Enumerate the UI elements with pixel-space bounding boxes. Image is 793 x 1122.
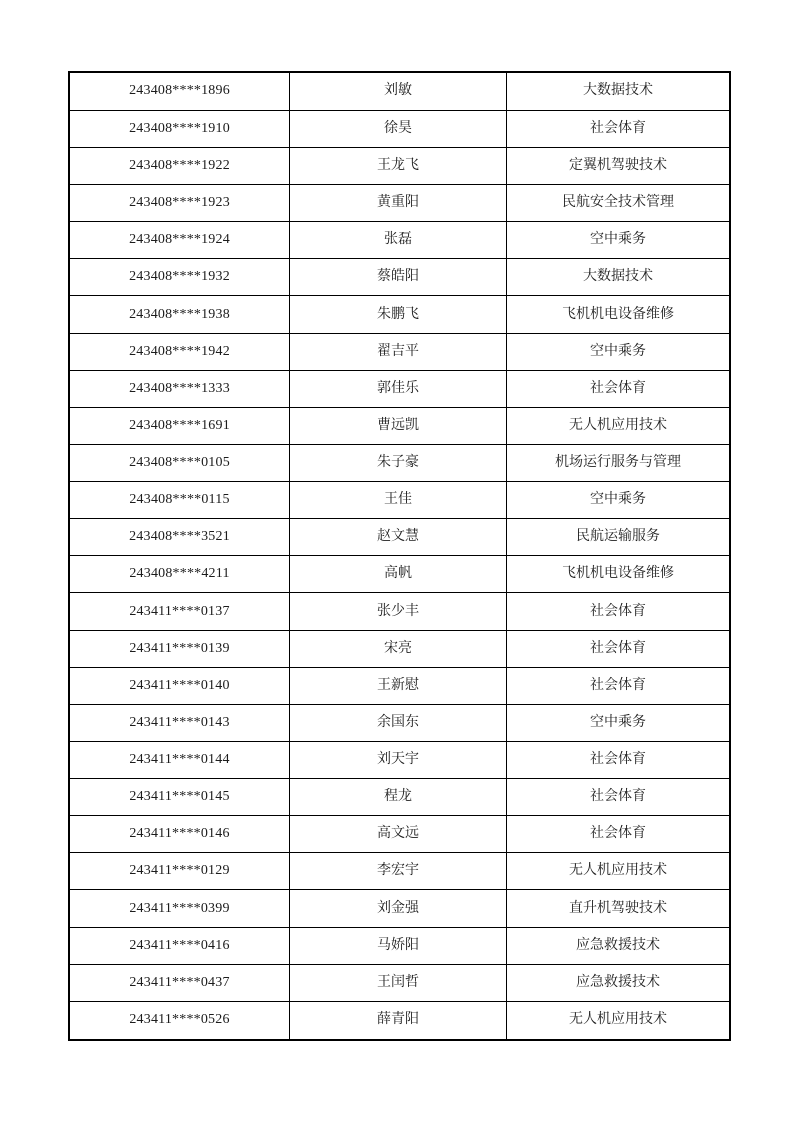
student-name-cell: 王新慰 <box>290 667 507 704</box>
table-row <box>69 407 730 444</box>
table-row <box>69 667 730 704</box>
student-id-cell: 243411****0144 <box>69 741 290 778</box>
student-name-cell: 程龙 <box>290 779 507 816</box>
student-name-cell: 刘天宇 <box>290 741 507 778</box>
major-cell: 民航安全技术管理 <box>507 185 731 222</box>
student-id-cell: 243411****0399 <box>69 890 290 927</box>
table-row <box>69 444 730 481</box>
student-id-cell: 243408****3521 <box>69 519 290 556</box>
table-row <box>69 890 730 927</box>
student-id-cell: 243408****1333 <box>69 370 290 407</box>
roster-table-body <box>69 72 730 1040</box>
major-cell: 飞机机电设备维修 <box>507 296 731 333</box>
major-cell: 大数据技术 <box>507 72 731 110</box>
table-row <box>69 927 730 964</box>
table-row <box>69 110 730 147</box>
student-name-cell: 朱鹏飞 <box>290 296 507 333</box>
major-cell: 社会体育 <box>507 667 731 704</box>
major-cell: 空中乘务 <box>507 482 731 519</box>
student-id-cell: 243411****0140 <box>69 667 290 704</box>
table-row <box>69 556 730 593</box>
student-id-cell: 243408****1922 <box>69 147 290 184</box>
student-id-cell: 243408****0105 <box>69 444 290 481</box>
major-cell: 社会体育 <box>507 741 731 778</box>
student-name-cell: 王闰哲 <box>290 964 507 1001</box>
student-name-cell: 赵文慧 <box>290 519 507 556</box>
major-cell: 空中乘务 <box>507 222 731 259</box>
student-id-cell: 243411****0437 <box>69 964 290 1001</box>
table-row <box>69 482 730 519</box>
student-id-cell: 243408****1910 <box>69 110 290 147</box>
major-cell: 机场运行服务与管理 <box>507 444 731 481</box>
student-id-cell: 243408****0115 <box>69 482 290 519</box>
student-name-cell: 高文远 <box>290 816 507 853</box>
table-row <box>69 370 730 407</box>
student-id-cell: 243411****0137 <box>69 593 290 630</box>
student-name-cell: 翟吉平 <box>290 333 507 370</box>
student-id-cell: 243411****0146 <box>69 816 290 853</box>
major-cell: 空中乘务 <box>507 704 731 741</box>
student-name-cell: 曹远凯 <box>290 407 507 444</box>
table-row <box>69 222 730 259</box>
table-row <box>69 630 730 667</box>
table-row <box>69 593 730 630</box>
student-name-cell: 高帆 <box>290 556 507 593</box>
student-name-cell: 张磊 <box>290 222 507 259</box>
major-cell: 民航运输服务 <box>507 519 731 556</box>
student-name-cell: 黄重阳 <box>290 185 507 222</box>
table-row <box>69 72 730 110</box>
table-row <box>69 1001 730 1040</box>
student-id-cell: 243408****1942 <box>69 333 290 370</box>
major-cell: 定翼机驾驶技术 <box>507 147 731 184</box>
student-name-cell: 宋亮 <box>290 630 507 667</box>
student-id-cell: 243408****1691 <box>69 407 290 444</box>
major-cell: 社会体育 <box>507 630 731 667</box>
student-id-cell: 243411****0526 <box>69 1001 290 1040</box>
table-row <box>69 259 730 296</box>
student-id-cell: 243411****0139 <box>69 630 290 667</box>
student-id-cell: 243408****1924 <box>69 222 290 259</box>
major-cell: 直升机驾驶技术 <box>507 890 731 927</box>
major-cell: 社会体育 <box>507 370 731 407</box>
table-row <box>69 147 730 184</box>
student-id-cell: 243411****0416 <box>69 927 290 964</box>
major-cell: 空中乘务 <box>507 333 731 370</box>
student-id-cell: 243408****1896 <box>69 72 290 110</box>
student-id-cell: 243408****1932 <box>69 259 290 296</box>
major-cell: 无人机应用技术 <box>507 1001 731 1040</box>
student-name-cell: 马娇阳 <box>290 927 507 964</box>
major-cell: 社会体育 <box>507 593 731 630</box>
table-row <box>69 704 730 741</box>
student-name-cell: 徐昊 <box>290 110 507 147</box>
student-id-cell: 243408****1938 <box>69 296 290 333</box>
major-cell: 社会体育 <box>507 110 731 147</box>
major-cell: 应急救援技术 <box>507 927 731 964</box>
student-id-cell: 243411****0145 <box>69 779 290 816</box>
student-id-cell: 243411****0143 <box>69 704 290 741</box>
student-name-cell: 张少丰 <box>290 593 507 630</box>
student-name-cell: 王佳 <box>290 482 507 519</box>
major-cell: 社会体育 <box>507 779 731 816</box>
student-name-cell: 郭佳乐 <box>290 370 507 407</box>
table-row <box>69 519 730 556</box>
major-cell: 应急救援技术 <box>507 964 731 1001</box>
major-cell: 飞机机电设备维修 <box>507 556 731 593</box>
student-name-cell: 薛青阳 <box>290 1001 507 1040</box>
major-cell: 无人机应用技术 <box>507 407 731 444</box>
table-row <box>69 853 730 890</box>
table-row <box>69 779 730 816</box>
student-id-cell: 243411****0129 <box>69 853 290 890</box>
table-row <box>69 816 730 853</box>
major-cell: 大数据技术 <box>507 259 731 296</box>
table-row <box>69 333 730 370</box>
major-cell: 无人机应用技术 <box>507 853 731 890</box>
student-name-cell: 余国东 <box>290 704 507 741</box>
student-id-cell: 243408****1923 <box>69 185 290 222</box>
student-name-cell: 刘金强 <box>290 890 507 927</box>
student-name-cell: 朱子豪 <box>290 444 507 481</box>
major-cell: 社会体育 <box>507 816 731 853</box>
table-row <box>69 741 730 778</box>
student-roster-table <box>68 71 731 1041</box>
student-name-cell: 刘敏 <box>290 72 507 110</box>
student-name-cell: 王龙飞 <box>290 147 507 184</box>
student-name-cell: 蔡皓阳 <box>290 259 507 296</box>
table-row <box>69 964 730 1001</box>
student-name-cell: 李宏宇 <box>290 853 507 890</box>
table-row <box>69 296 730 333</box>
table-row <box>69 185 730 222</box>
student-id-cell: 243408****4211 <box>69 556 290 593</box>
